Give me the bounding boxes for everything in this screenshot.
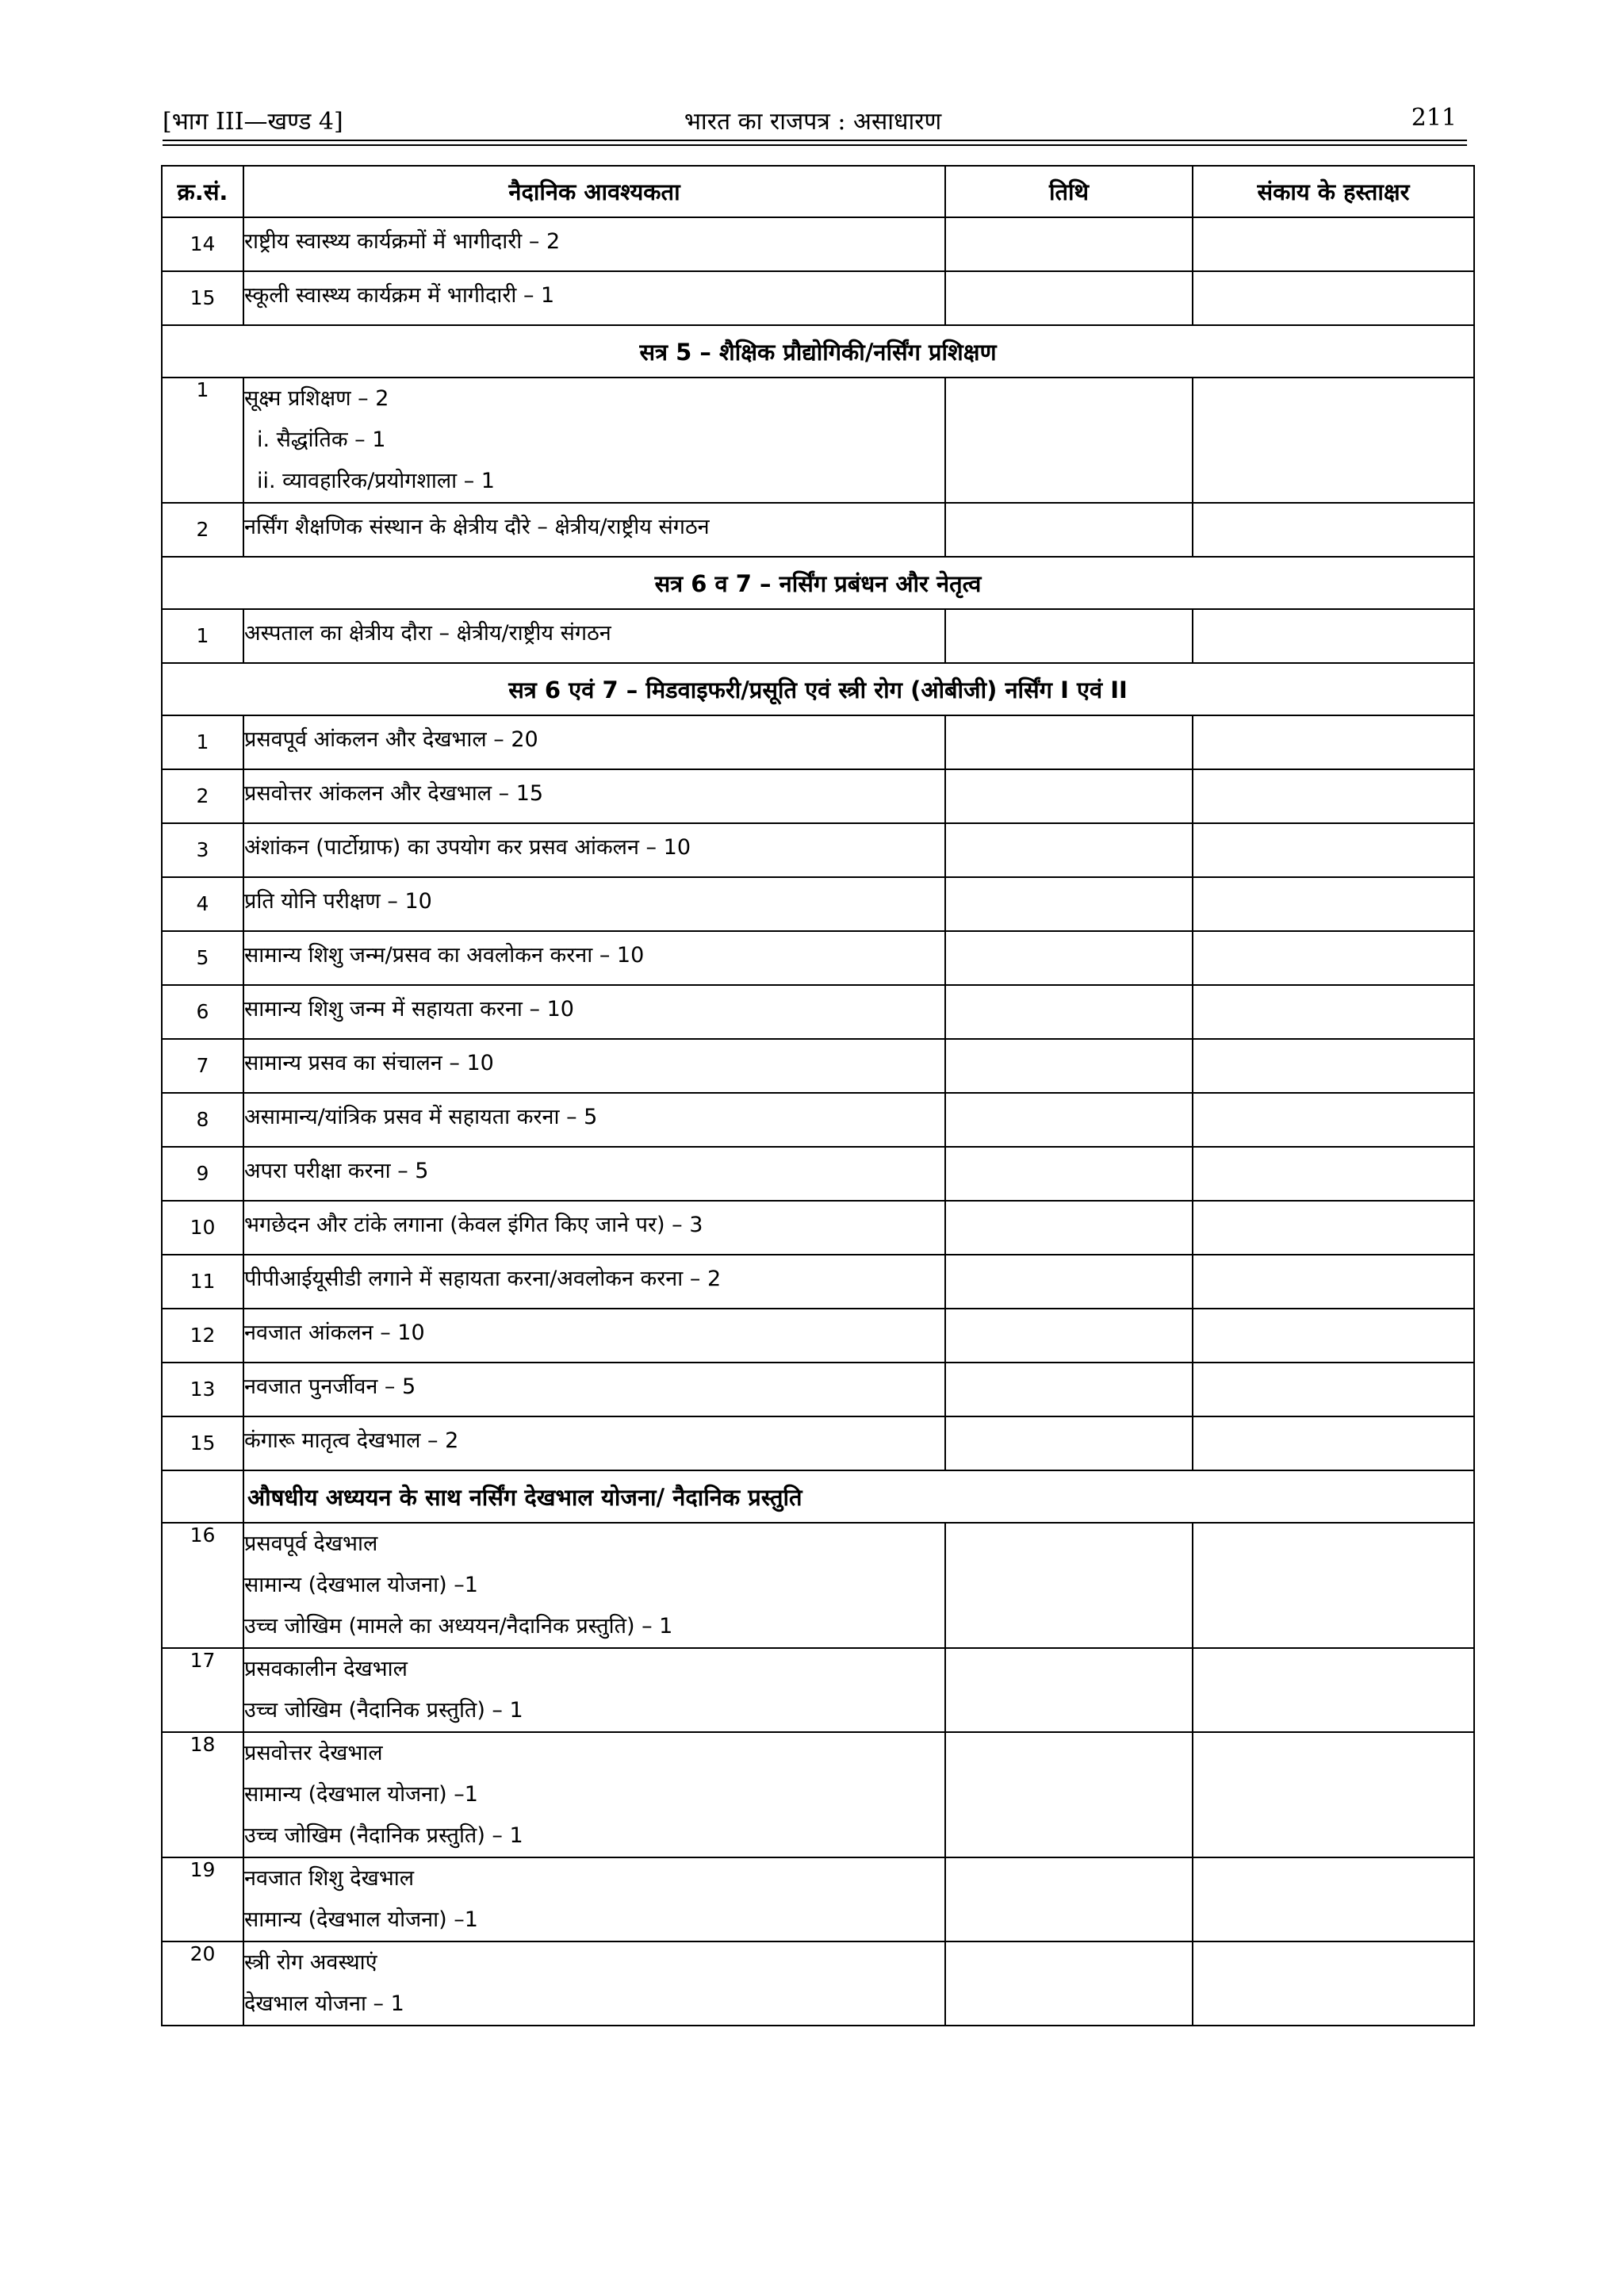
table-row — [162, 378, 1474, 503]
page-header — [163, 99, 1463, 136]
requirement-cell — [243, 1093, 945, 1147]
empty-serial-cell — [162, 1470, 243, 1523]
requirement-cell — [243, 1309, 945, 1363]
table-row — [162, 823, 1474, 877]
requirement-cell — [243, 769, 945, 823]
requirement-text: प्रसवोत्तर आंकलन और देखभाल – 15 — [244, 781, 544, 806]
requirement-cell — [243, 1255, 945, 1309]
serial-number: 1 — [162, 715, 243, 769]
requirement-cell — [243, 271, 945, 325]
requirement-text: असामान्य/यांत्रिक प्रसव में सहायता करना – 5 — [244, 1105, 598, 1129]
serial-number: 20 — [162, 1941, 243, 2026]
date-cell[interactable] — [945, 1857, 1193, 1941]
table-row — [162, 1147, 1474, 1201]
serial-number: 18 — [162, 1732, 243, 1857]
requirement-text: प्रसवकालीन देखभाल — [244, 1657, 408, 1681]
requirement-cell — [243, 1201, 945, 1255]
serial-number: 17 — [162, 1648, 243, 1732]
signature-cell[interactable] — [1193, 271, 1474, 325]
requirement-text: i. सैद्धांतिक – 1 — [257, 427, 386, 452]
requirement-cell — [243, 877, 945, 931]
table-header-row — [162, 166, 1474, 217]
table-row — [162, 877, 1474, 931]
table-row — [162, 769, 1474, 823]
table-row — [162, 1309, 1474, 1363]
date-cell[interactable] — [945, 769, 1193, 823]
date-cell[interactable] — [945, 1201, 1193, 1255]
serial-number: 5 — [162, 931, 243, 985]
requirement-text: ii. व्यावहारिक/प्रयोगशाला – 1 — [257, 469, 495, 493]
requirement-text: देखभाल योजना – 1 — [244, 1991, 404, 2016]
date-cell[interactable] — [945, 1093, 1193, 1147]
date-cell[interactable] — [945, 985, 1193, 1039]
requirement-text: नर्सिंग शैक्षणिक संस्थान के क्षेत्रीय दौरे – क्षेत्रीय/राष्ट्रीय संगठन — [244, 515, 710, 539]
serial-number: 13 — [162, 1363, 243, 1416]
header-part-section: [भाग III—खण्ड 4] — [163, 108, 343, 136]
date-cell[interactable] — [945, 378, 1193, 503]
table-row — [162, 1039, 1474, 1093]
header-rule-bottom — [163, 144, 1467, 146]
date-cell[interactable] — [945, 1416, 1193, 1470]
table-row — [162, 1363, 1474, 1416]
serial-number: 10 — [162, 1201, 243, 1255]
date-cell[interactable] — [945, 609, 1193, 663]
serial-number: 9 — [162, 1147, 243, 1201]
requirement-text: नवजात आंकलन – 10 — [244, 1320, 425, 1345]
section-heading: सत्र 6 व 7 – नर्सिंग प्रबंधन और नेतृत्व — [162, 557, 1474, 609]
serial-number: 2 — [162, 503, 243, 557]
table-row — [162, 1093, 1474, 1147]
table-row — [162, 1201, 1474, 1255]
table-row — [162, 217, 1474, 271]
signature-cell[interactable] — [1193, 1201, 1474, 1255]
table-body — [162, 217, 1474, 2026]
requirement-cell — [243, 1039, 945, 1093]
signature-cell[interactable] — [1193, 1523, 1474, 1648]
signature-cell[interactable] — [1193, 1255, 1474, 1309]
requirement-text: सामान्य शिशु जन्म/प्रसव का अवलोकन करना – 10 — [244, 943, 645, 968]
requirement-cell — [243, 1648, 945, 1732]
table-row — [162, 715, 1474, 769]
requirement-cell — [243, 715, 945, 769]
date-cell[interactable] — [945, 823, 1193, 877]
serial-number: 6 — [162, 985, 243, 1039]
signature-cell[interactable] — [1193, 217, 1474, 271]
date-cell[interactable] — [945, 1039, 1193, 1093]
requirement-text: सामान्य (देखभाल योजना) –1 — [244, 1782, 478, 1807]
requirement-text: स्त्री रोग अवस्थाएं — [244, 1950, 377, 1975]
serial-number: 16 — [162, 1523, 243, 1648]
serial-number: 2 — [162, 769, 243, 823]
date-cell[interactable] — [945, 1732, 1193, 1857]
table-row — [162, 1941, 1474, 2026]
date-cell[interactable] — [945, 217, 1193, 271]
page-number: 211 — [1411, 104, 1457, 132]
requirement-text: उच्च जोखिम (नैदानिक प्रस्तुति) – 1 — [244, 1698, 523, 1723]
requirement-cell — [243, 1732, 945, 1857]
requirement-text: प्रसवोत्तर देखभाल — [244, 1741, 383, 1765]
clinical-requirements-table — [161, 165, 1475, 2026]
signature-cell[interactable] — [1193, 378, 1474, 503]
date-cell[interactable] — [945, 1941, 1193, 2026]
signature-cell[interactable] — [1193, 1309, 1474, 1363]
date-cell[interactable] — [945, 931, 1193, 985]
signature-cell[interactable] — [1193, 1857, 1474, 1941]
requirement-text: स्कूली स्वास्थ्य कार्यक्रम में भागीदारी – 1 — [244, 283, 555, 308]
table-row — [162, 1857, 1474, 1941]
requirement-text: प्रसवपूर्व देखभाल — [244, 1531, 378, 1556]
table-row — [162, 1648, 1474, 1732]
requirement-text: प्रति योनि परीक्षण – 10 — [244, 889, 432, 914]
col-header-date: तिथि — [945, 166, 1193, 217]
requirement-text: उच्च जोखिम (नैदानिक प्रस्तुति) – 1 — [244, 1823, 523, 1848]
section-heading-row — [162, 557, 1474, 609]
date-cell[interactable] — [945, 503, 1193, 557]
section-heading-row — [162, 663, 1474, 715]
requirement-text: पीपीआईयूसीडी लगाने में सहायता करना/अवलोकन करना – 2 — [244, 1267, 722, 1291]
requirement-text: भगछेदन और टांके लगाना (केवल इंगित किए जाने पर) – 3 — [244, 1213, 703, 1237]
serial-number: 14 — [162, 217, 243, 271]
col-header-serial: क्र.सं. — [162, 166, 243, 217]
requirement-text: सामान्य शिशु जन्म में सहायता करना – 10 — [244, 997, 574, 1022]
col-header-signature: संकाय के हस्ताक्षर — [1193, 166, 1474, 217]
requirement-cell — [243, 609, 945, 663]
signature-cell[interactable] — [1193, 1732, 1474, 1857]
subsection-heading-row — [162, 1470, 1474, 1523]
serial-number: 19 — [162, 1857, 243, 1941]
requirement-text: प्रसवपूर्व आंकलन और देखभाल – 20 — [244, 727, 538, 752]
requirement-cell — [243, 1941, 945, 2026]
date-cell[interactable] — [945, 715, 1193, 769]
serial-number: 15 — [162, 1416, 243, 1470]
signature-cell[interactable] — [1193, 823, 1474, 877]
requirement-text: नवजात पुनर्जीवन – 5 — [244, 1374, 416, 1399]
section-heading-row — [162, 325, 1474, 378]
subsection-heading: औषधीय अध्ययन के साथ नर्सिंग देखभाल योजना/ नैदानिक प्रस्तुति — [243, 1470, 1474, 1523]
col-header-requirement: नैदानिक आवश्यकता — [243, 166, 945, 217]
requirement-text: नवजात शिशु देखभाल — [244, 1866, 414, 1891]
date-cell[interactable] — [945, 1309, 1193, 1363]
header-rule-top — [163, 140, 1467, 141]
serial-number: 8 — [162, 1093, 243, 1147]
table-row — [162, 1732, 1474, 1857]
table-row — [162, 1416, 1474, 1470]
requirement-cell — [243, 1523, 945, 1648]
signature-cell[interactable] — [1193, 877, 1474, 931]
signature-cell[interactable] — [1193, 1941, 1474, 2026]
date-cell[interactable] — [945, 1648, 1193, 1732]
requirement-cell — [243, 823, 945, 877]
signature-cell[interactable] — [1193, 1416, 1474, 1470]
serial-number: 15 — [162, 271, 243, 325]
date-cell[interactable] — [945, 1147, 1193, 1201]
date-cell[interactable] — [945, 271, 1193, 325]
date-cell[interactable] — [945, 877, 1193, 931]
table-row — [162, 931, 1474, 985]
section-heading: सत्र 6 एवं 7 – मिडवाइफरी/प्रसूति एवं स्त्री रोग (ओबीजी) नर्सिंग I एवं II — [162, 663, 1474, 715]
serial-number: 12 — [162, 1309, 243, 1363]
serial-number: 11 — [162, 1255, 243, 1309]
requirement-text: सामान्य (देखभाल योजना) –1 — [244, 1907, 478, 1932]
header-gazette-title: भारत का राजपत्र : असाधारण — [684, 108, 942, 136]
requirement-cell — [243, 1857, 945, 1941]
serial-number: 1 — [162, 378, 243, 503]
serial-number: 3 — [162, 823, 243, 877]
signature-cell[interactable] — [1193, 1093, 1474, 1147]
requirement-cell — [243, 985, 945, 1039]
requirement-cell — [243, 1416, 945, 1470]
requirement-text: सामान्य (देखभाल योजना) –1 — [244, 1573, 478, 1597]
requirement-cell — [243, 931, 945, 985]
requirement-text: अपरा परीक्षा करना – 5 — [244, 1159, 429, 1183]
serial-number: 1 — [162, 609, 243, 663]
requirement-cell — [243, 1363, 945, 1416]
table-row — [162, 609, 1474, 663]
requirement-text: अस्पताल का क्षेत्रीय दौरा – क्षेत्रीय/राष्ट्रीय संगठन — [244, 621, 611, 646]
requirement-cell — [243, 217, 945, 271]
requirement-text: सामान्य प्रसव का संचालन – 10 — [244, 1051, 494, 1075]
signature-cell[interactable] — [1193, 985, 1474, 1039]
signature-cell[interactable] — [1193, 609, 1474, 663]
requirement-text: उच्च जोखिम (मामले का अध्ययन/नैदानिक प्रस्तुति) – 1 — [244, 1614, 673, 1639]
signature-cell[interactable] — [1193, 715, 1474, 769]
signature-cell[interactable] — [1193, 1648, 1474, 1732]
requirement-cell — [243, 1147, 945, 1201]
date-cell[interactable] — [945, 1255, 1193, 1309]
table-row — [162, 271, 1474, 325]
serial-number: 4 — [162, 877, 243, 931]
requirement-text: राष्ट्रीय स्वास्थ्य कार्यक्रमों में भागीदारी – 2 — [244, 229, 561, 254]
table-row — [162, 985, 1474, 1039]
signature-cell[interactable] — [1193, 931, 1474, 985]
table-row — [162, 503, 1474, 557]
signature-cell[interactable] — [1193, 769, 1474, 823]
requirement-cell — [243, 503, 945, 557]
signature-cell[interactable] — [1193, 1147, 1474, 1201]
requirement-cell — [243, 378, 945, 503]
table-row — [162, 1255, 1474, 1309]
date-cell[interactable] — [945, 1523, 1193, 1648]
section-heading: सत्र 5 – शैक्षिक प्रौद्योगिकी/नर्सिंग प्रशिक्षण — [162, 325, 1474, 378]
requirement-text: कंगारू मातृत्व देखभाल – 2 — [244, 1428, 459, 1453]
serial-number: 7 — [162, 1039, 243, 1093]
signature-cell[interactable] — [1193, 1363, 1474, 1416]
table-row — [162, 1523, 1474, 1648]
requirement-text: सूक्ष्म प्रशिक्षण – 2 — [244, 386, 389, 411]
date-cell[interactable] — [945, 1363, 1193, 1416]
signature-cell[interactable] — [1193, 503, 1474, 557]
signature-cell[interactable] — [1193, 1039, 1474, 1093]
requirement-text: अंशांकन (पार्टोग्राफ) का उपयोग कर प्रसव आंकलन – 10 — [244, 835, 691, 860]
